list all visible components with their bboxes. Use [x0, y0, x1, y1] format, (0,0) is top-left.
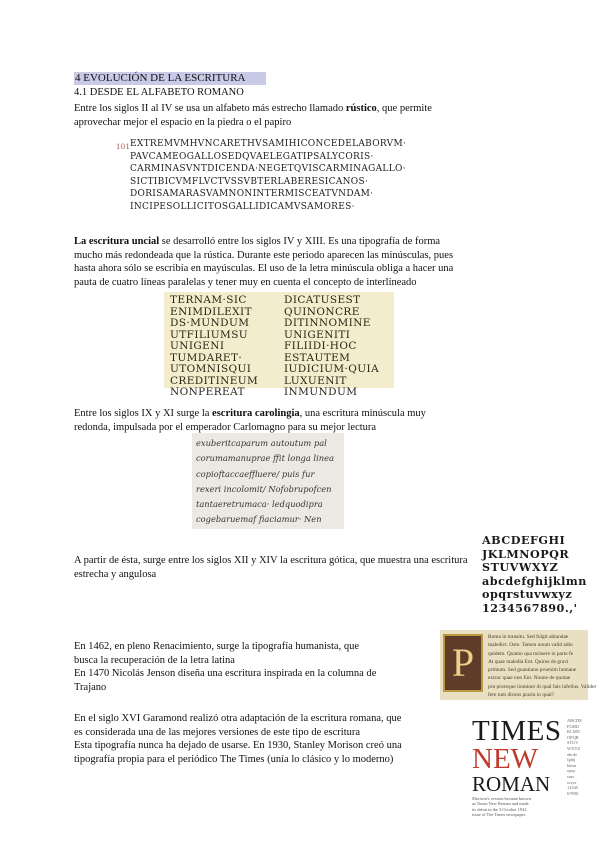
carolingian-script-image: [192, 433, 344, 529]
carolingian-script-text: exuberitcaparum autoutum pal corumamanuprae ffit longa linea copioftaccaeffluere/ puis fur rexeri incolomit/ Nofobrupofcen tantaeretrumaca· ledquodipra cogebaruemaf fiaciamur· Nen: [196, 438, 334, 525]
gothic-alphabet-text: ABCDEFGHI JKLMNOPQR STUVWXYZ abcdefghijklmn opqrstuvwxyz 1234567890.,': [482, 533, 587, 615]
paragraph-gothic: A partir de ésta, surge entre los siglos XII y XIV la escritura gótica, que muestra una escritura estrecha y angulosa: [74, 555, 468, 580]
humanist-manuscript-text: Roma in transitu. Sed fulgit ablandae maledict. Oste. Tamen unum valid adiu quidem. Quamo qua turinere in parte fe At quae maledia Ent. Quirus de gravi primum. Sed guantiano pruenim humane extrac quae non Ent. Nonne de quotae pru proreque iiominer di qual fais infellus. Valider fere tum dicens prariu in qual?: [488, 634, 597, 699]
paragraph-humanist: En 1462, en pleno Renacimiento, surge la tipografía humanista, que busca la recuperación de la letra latina En 1470 Nicolás Jenson diseña una escritura inspirada en la columna de Trajano: [74, 641, 377, 693]
paragraph-carolingian: Entre los siglos IX y XI surge la escritura carolingia, una escritura minúscula muy redonda, impulsada por el emperador Carlomagno para su mejor lectura: [74, 408, 426, 433]
tnr-caption: Morison's version became known as Times New Roman and made its debut in the 3 October 1932 issue of The Times newspaper.: [472, 796, 531, 817]
tnr-times-word: TIMES: [472, 715, 562, 747]
paragraph-rustic: Entre los siglos II al IV se usa un alfabeto más estrecho llamado rústico, que permite aprovechar mejor el espacio en la piedra o el papiro: [74, 103, 432, 128]
uncial-column-right: DICATUSEST QUINONCRE DITINNOMINE UNIGENITI FILIIDI·HOC ESTAUTEM IUDICIUM·QUIA LUXUENIT INMUNDUM: [284, 294, 380, 398]
tnr-roman-word: ROMAN: [472, 772, 551, 796]
uncial-script-image: [164, 292, 394, 398]
section-subtitle: 4.1 DESDE EL ALFABETO ROMANO: [74, 87, 244, 98]
tnr-glyph-column: ABCDE FGHIJ KLMN OPQR STUV WXYZ abcde fghij klmn opqr stuv wxyz 12345 67890: [567, 718, 582, 796]
illuminated-initial: P: [443, 634, 483, 692]
rustic-script-image: [116, 138, 407, 220]
verse-number: 101: [116, 143, 131, 151]
section-title: 4 EVOLUCIÓN DE LA ESCRITURA: [74, 72, 266, 85]
paragraph-garamond-times: En el siglo XVI Garamond realizó otra adaptación de la escritura romana, que es considerada una de las mejores versiones de este tipo de escritura Esta tipografía nunca ha dejado de usarse. En 1930, Stanley Morison creó una tipografía propia para el periódico The Times (unía lo clásico y lo moderno): [74, 713, 402, 765]
times-new-roman-image: [472, 716, 584, 824]
tnr-new-word: NEW: [472, 743, 539, 775]
rustic-script-text: EXTREMVMHVNCARETHVSAMIHICONCEDELABORVM· PAVCAMEOGALLOSEDQVAELEGATIPSALYCORIS· CARMINASVNTDICENDA·NEGETQVISCARMINAGALLO· SICTIBICVMFLVCTVSSVBTERLABERESICANOS· DORISAMARASVAMNONINTERMISCEATVNDAM· INCIPESOLLICITOSGALLIDICAMVSAMORES·: [130, 139, 407, 212]
uncial-column-left: TERNAM·SIC ENIMDILEXIT DS·MUNDUM UTFILIUMSU UNIGENI TUMDARET· UTOMNISQUI CREDITINEUM NONPEREAT: [170, 294, 259, 398]
paragraph-uncial: La escritura uncial se desarrolló entre los siglos IV y XIII. Es una tipografía de forma mucho más redondeada que la rústica. Durante este periodo aparecen las minúsculas, pues hasta ahora sólo se escribía en mayúsculas. El uso de la letra minúscula obliga a hacer una pauta de cuatro líneas paralelas y tener muy en cuenta el concepto de interlineado: [74, 236, 454, 288]
humanist-manuscript-image: [440, 630, 597, 700]
gothic-alphabet-image: [480, 534, 590, 616]
